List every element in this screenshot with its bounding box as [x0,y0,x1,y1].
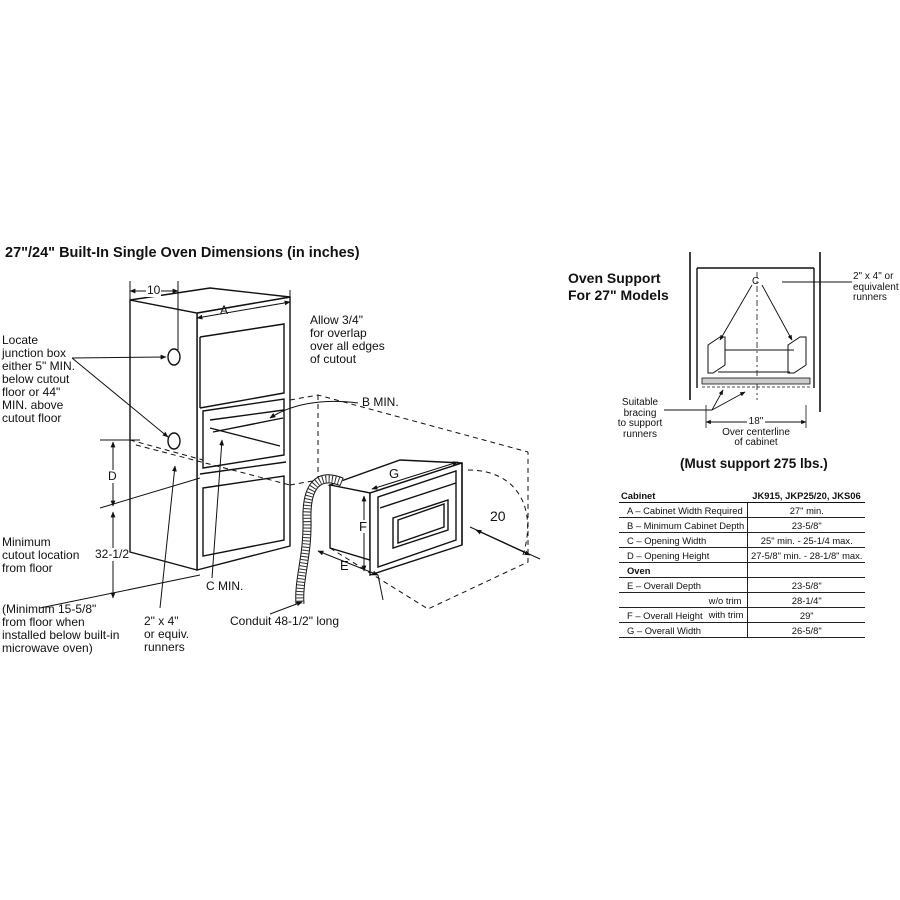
table-row [619,503,865,518]
table-cell-label: A – Cabinet Width Required [619,503,748,518]
table-cell-value: 28-1/4" [748,593,865,608]
table-cell-value: 26-5/8" [748,623,865,638]
support-bracing-note: Suitable bracing to support runners [617,397,663,440]
table-cell-value: 25" min. - 25-1/4 max. [748,533,865,548]
support-centerline-note: 18" Over centerline of cabinet [722,416,790,448]
support-title: Oven Support For 27" Models [568,270,669,303]
support-c-label: C [752,276,760,287]
dimension-d-label: D [108,469,117,483]
runners-note: 2" x 4" or equiv. runners [144,614,190,654]
dimension-e-label: E [340,558,349,573]
must-support-note: (Must support 275 lbs.) [680,456,828,471]
main-title: 27"/24" Built-In Single Oven Dimensions (in inches) [5,245,360,261]
table-cell-empty [748,563,865,578]
row-note-text: with trim [708,609,744,620]
table-cell-value: 29" [748,608,865,623]
table-header-cabinet: Cabinet [619,488,748,503]
table-cell-value: 27" min. [748,503,865,518]
dimension-g-label: G [389,466,400,481]
table-row [619,578,865,593]
minimum-height-note: (Minimum 15-5/8" from floor when installed below built-in microwave oven) [2,602,120,655]
minimum-cutout-note: Minimum cutout location from floor [2,535,80,575]
table-row [619,518,865,533]
dimension-32-label: 32-1/2 [95,547,130,561]
row-label-text: F – Overall Height [627,609,703,621]
c-min-label: C MIN. [206,579,244,593]
table-row [619,623,865,638]
cabinet-drawing [130,288,290,570]
table-row [619,593,865,608]
table-row [619,533,865,548]
table-cell-label: D – Opening Height [619,548,748,563]
table-row [619,608,865,623]
table-cell-value: 23-5/8" [748,518,865,533]
table-header-row [619,488,865,503]
specs-table [619,488,865,638]
table-cell-label: w/o trim [619,593,748,608]
table-row [619,548,865,563]
dimension-f-label: F [359,519,367,534]
table-cell-label: E – Overall Depth [619,578,748,593]
table-cell-value: 23-5/8" [748,578,865,593]
dimension-10-label: 10 [147,283,161,297]
table-header-models: JK915, JKP25/20, JKS06 [748,488,865,503]
dimension-a-label: A [220,303,229,317]
table-section-row [619,563,865,578]
support-runners-note: 2" x 4" or equivalent runners [853,271,899,303]
table-cell-label: G – Overall Width [619,623,748,638]
table-section-oven: Oven [619,563,748,578]
dimension-20-label: 20 [490,508,506,524]
table-cell-label: C – Opening Width [619,533,748,548]
table-cell-value: 27-5/8" min. - 28-1/8" max. [748,548,865,563]
allow-overlap-note: Allow 3/4" for overlap over all edges of cutout [310,313,385,366]
b-min-label: B MIN. [362,395,399,409]
junction-box-note: Locate junction box either 5" MIN. below cutout floor or 44" MIN. above cutout floor [2,333,75,425]
table-cell-label: B – Minimum Cabinet Depth [619,518,748,533]
table-cell-label [619,608,748,623]
conduit-label: Conduit 48-1/2" long [230,614,340,628]
